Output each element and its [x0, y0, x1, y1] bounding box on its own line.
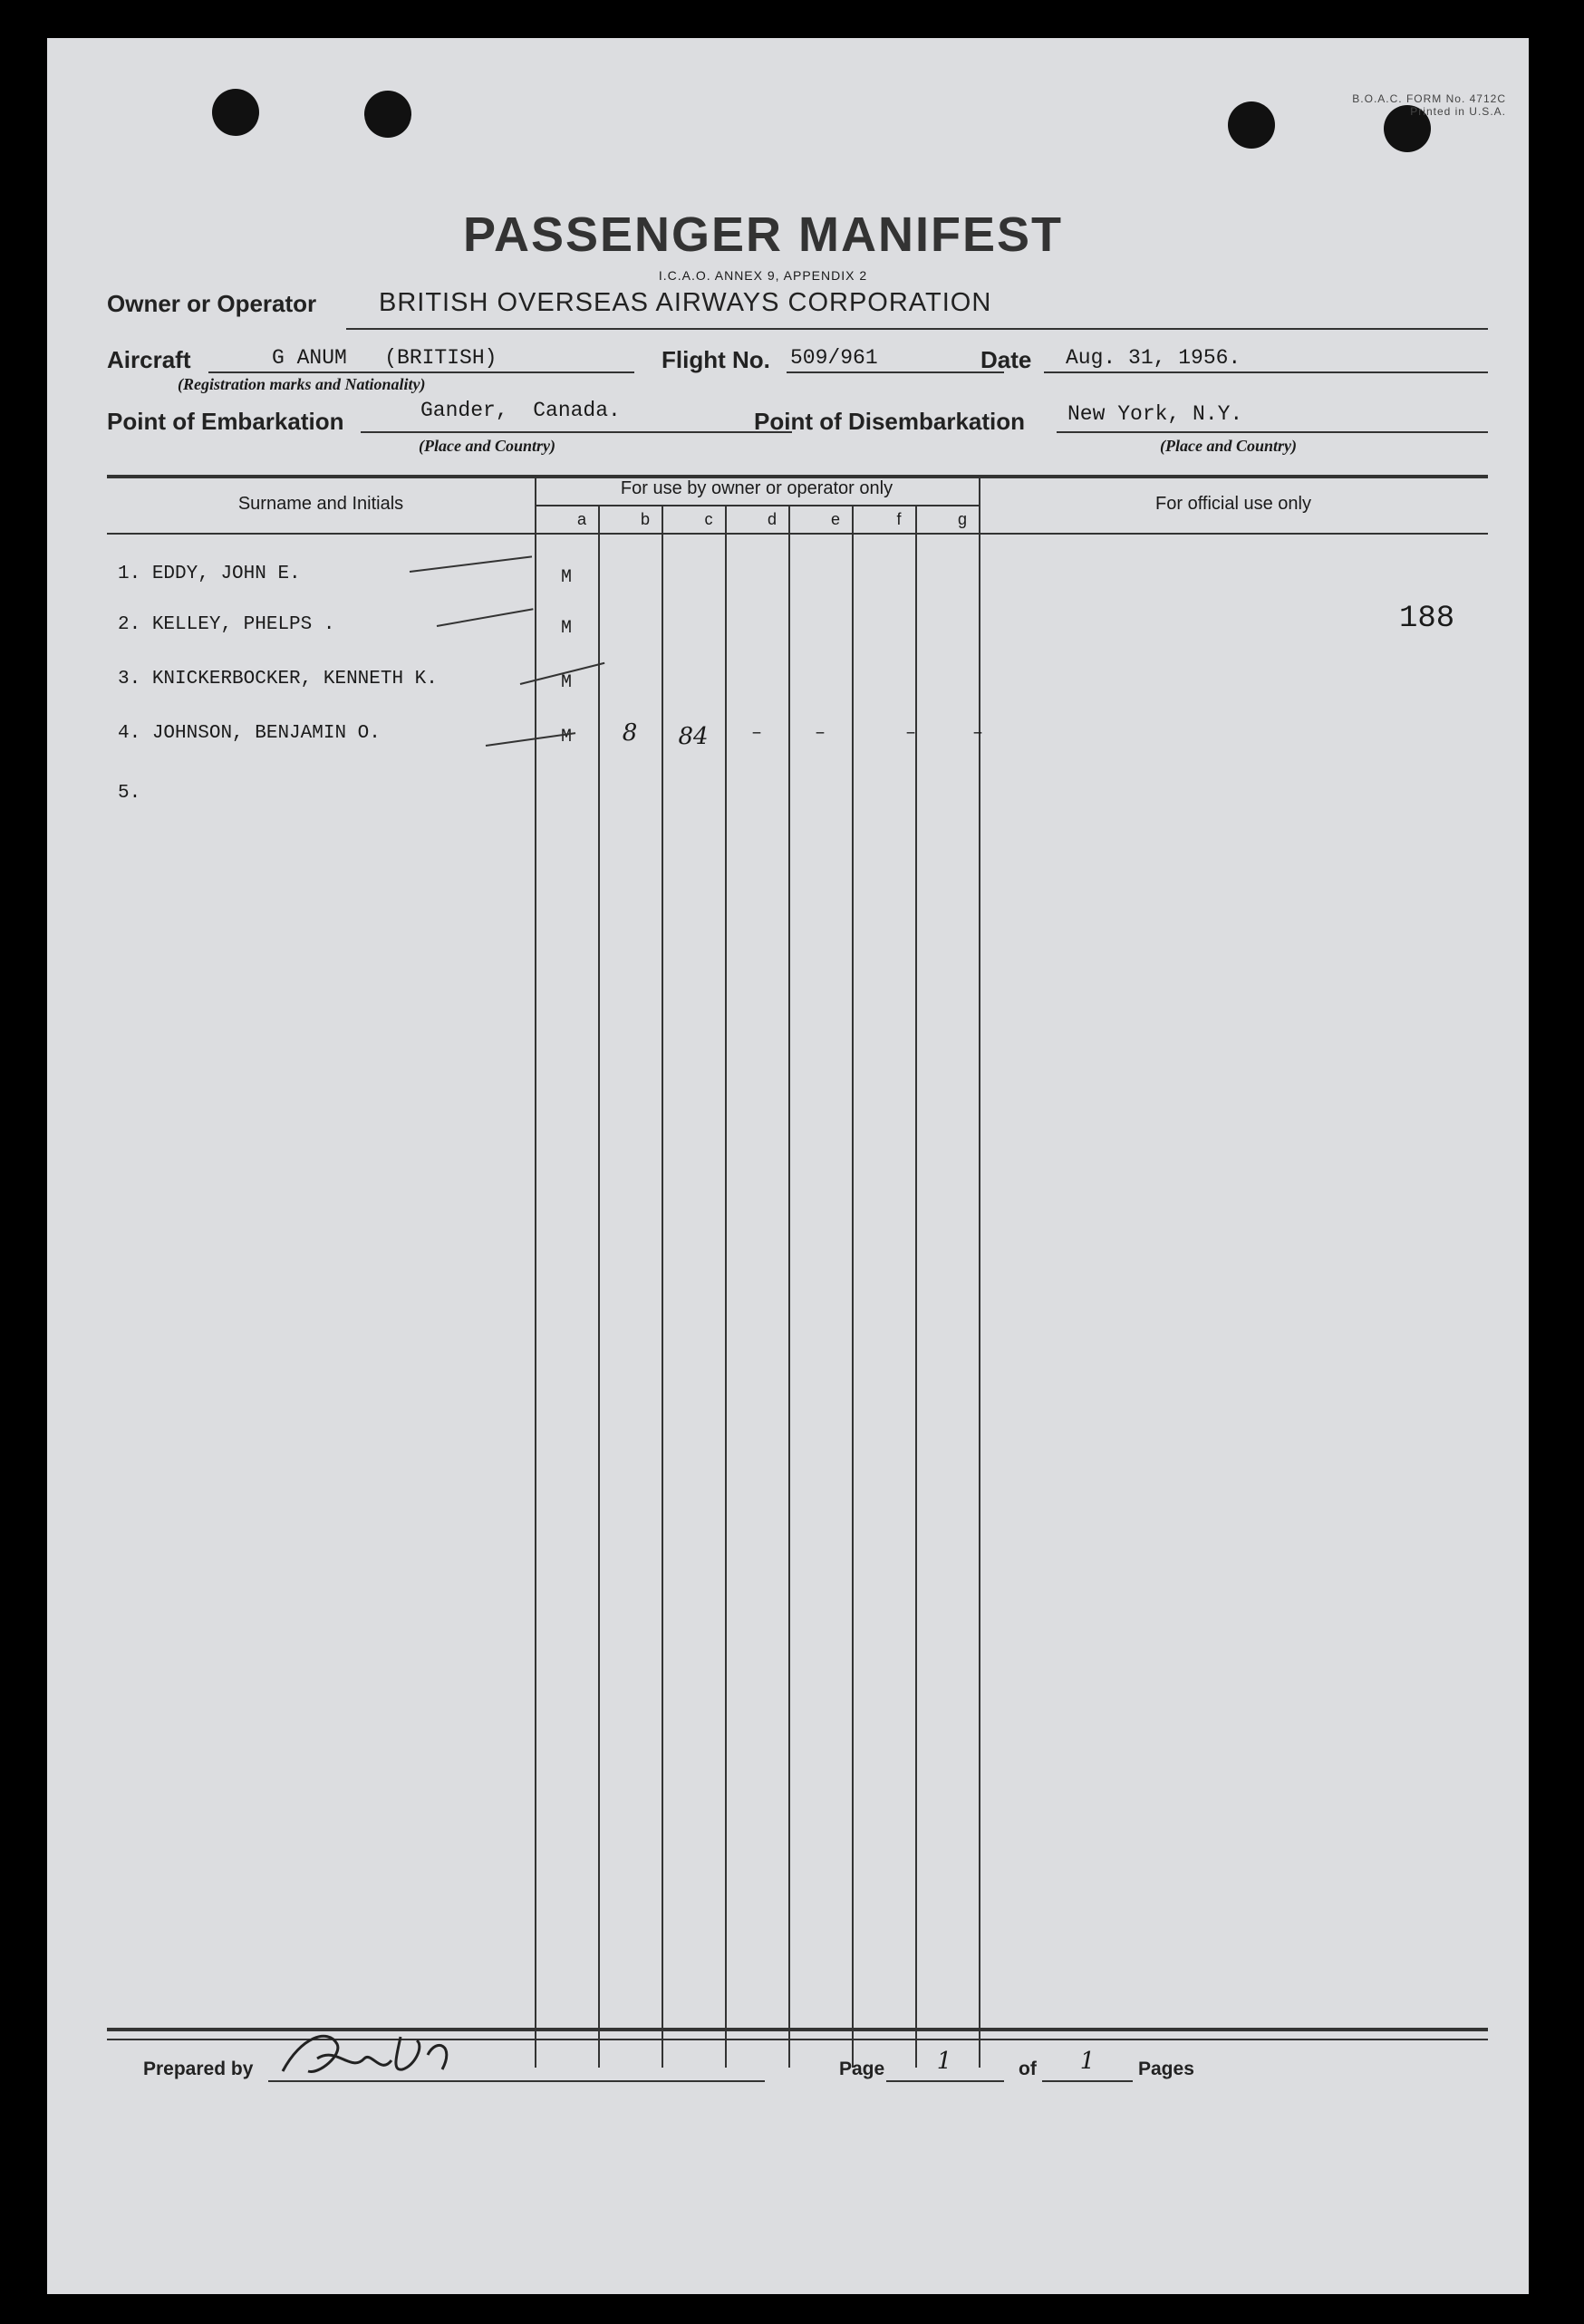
- embarkation-value: Gander, Canada.: [420, 399, 621, 422]
- cell-a: M: [560, 618, 572, 639]
- table-row: [118, 783, 140, 804]
- manifest-sheet: [47, 38, 1529, 2294]
- prepared-by-underline: [268, 2080, 765, 2082]
- of-label: of: [1019, 2059, 1037, 2079]
- row-number: 5.: [118, 783, 141, 804]
- aircraft-underline: [208, 371, 634, 373]
- operator-header-rule: [535, 505, 979, 506]
- embarkation-underline: [361, 431, 792, 433]
- table-row: [118, 669, 438, 689]
- of-underline: [1042, 2080, 1133, 2082]
- table-row: [118, 564, 301, 584]
- cell-c: 84: [678, 723, 709, 750]
- owner-value: BRITISH OVERSEAS AIRWAYS CORPORATION: [379, 288, 992, 317]
- column-divider: [852, 505, 854, 2068]
- embarkation-hint: (Place and Country): [419, 437, 555, 455]
- cell-g: –: [971, 723, 983, 744]
- operator-col-a: a: [576, 510, 586, 528]
- pages-label: Pages: [1138, 2059, 1194, 2079]
- of-value: 1: [1079, 2048, 1096, 2075]
- flight-underline: [787, 371, 1004, 373]
- column-divider: [979, 475, 980, 2068]
- punch-hole-icon: [212, 89, 259, 136]
- flight-label: Flight No.: [662, 346, 770, 373]
- owner-underline: [346, 328, 1488, 330]
- operator-col-e: e: [830, 510, 840, 528]
- row-number: 3.: [118, 669, 141, 689]
- aircraft-hint: (Registration marks and Nationality): [178, 375, 426, 393]
- table-header-rule: [107, 533, 1488, 535]
- disembarkation-underline: [1057, 431, 1488, 433]
- form-number: [1252, 92, 1506, 118]
- page-title: PASSENGER MANIFEST: [462, 207, 1064, 262]
- page-subtitle: I.C.A.O. ANNEX 9, APPENDIX 2: [658, 268, 868, 283]
- operator-col-b: b: [640, 510, 650, 528]
- form-number-line: B.O.A.C. FORM No. 4712C: [1352, 92, 1506, 105]
- column-divider: [535, 475, 536, 2068]
- date-underline: [1044, 371, 1488, 373]
- aircraft-value: G ANUM (BRITISH): [272, 346, 497, 370]
- cell-e: –: [814, 723, 826, 744]
- punch-hole-icon: [364, 91, 411, 138]
- cell-b: 8: [622, 719, 638, 747]
- date-value: Aug. 31, 1956.: [1066, 346, 1241, 370]
- passenger-name: KNICKERBOCKER, KENNETH K.: [151, 669, 438, 689]
- operator-col-d: d: [767, 510, 777, 528]
- form-number-line: Printed in U.S.A.: [1410, 105, 1506, 118]
- aircraft-label: Aircraft: [107, 346, 191, 373]
- cell-d: –: [750, 723, 762, 744]
- name-column-header: Surname and Initials: [237, 494, 404, 514]
- page-underline: [886, 2080, 1004, 2082]
- cell-a: M: [560, 727, 572, 747]
- passenger-name: EDDY, JOHN E.: [151, 564, 301, 584]
- owner-label: Owner or Operator: [107, 290, 317, 317]
- flight-value: 509/961: [790, 346, 878, 370]
- disembarkation-value: New York, N.Y.: [1067, 402, 1243, 426]
- passenger-name: JOHNSON, BENJAMIN O.: [151, 723, 381, 744]
- cell-a: M: [560, 672, 572, 693]
- passenger-name: KELLEY, PHELPS .: [151, 614, 335, 635]
- stamp-number: 188: [1399, 602, 1455, 636]
- operator-col-f: f: [896, 510, 902, 528]
- disembarkation-label: Point of Disembarkation: [754, 408, 1026, 435]
- pen-stroke: [437, 608, 534, 627]
- row-number: 1.: [118, 564, 141, 584]
- disembarkation-hint: (Place and Country): [1160, 437, 1297, 455]
- official-column-header: For official use only: [1155, 494, 1311, 514]
- operator-col-c: c: [704, 510, 713, 528]
- row-number: 4.: [118, 723, 141, 744]
- cell-a: M: [560, 567, 572, 588]
- pen-stroke: [410, 555, 532, 573]
- table-row: [118, 614, 334, 635]
- page-label: Page: [839, 2059, 885, 2079]
- embarkation-label: Point of Embarkation: [107, 408, 344, 435]
- cell-f: –: [904, 723, 916, 744]
- prepared-by-label: Prepared by: [143, 2059, 254, 2079]
- table-row: [118, 723, 381, 744]
- date-label: Date: [980, 346, 1032, 373]
- operator-column-header: For use by owner or operator only: [620, 478, 893, 498]
- operator-col-g: g: [957, 510, 967, 528]
- page-value: 1: [936, 2048, 952, 2075]
- row-number: 2.: [118, 614, 141, 635]
